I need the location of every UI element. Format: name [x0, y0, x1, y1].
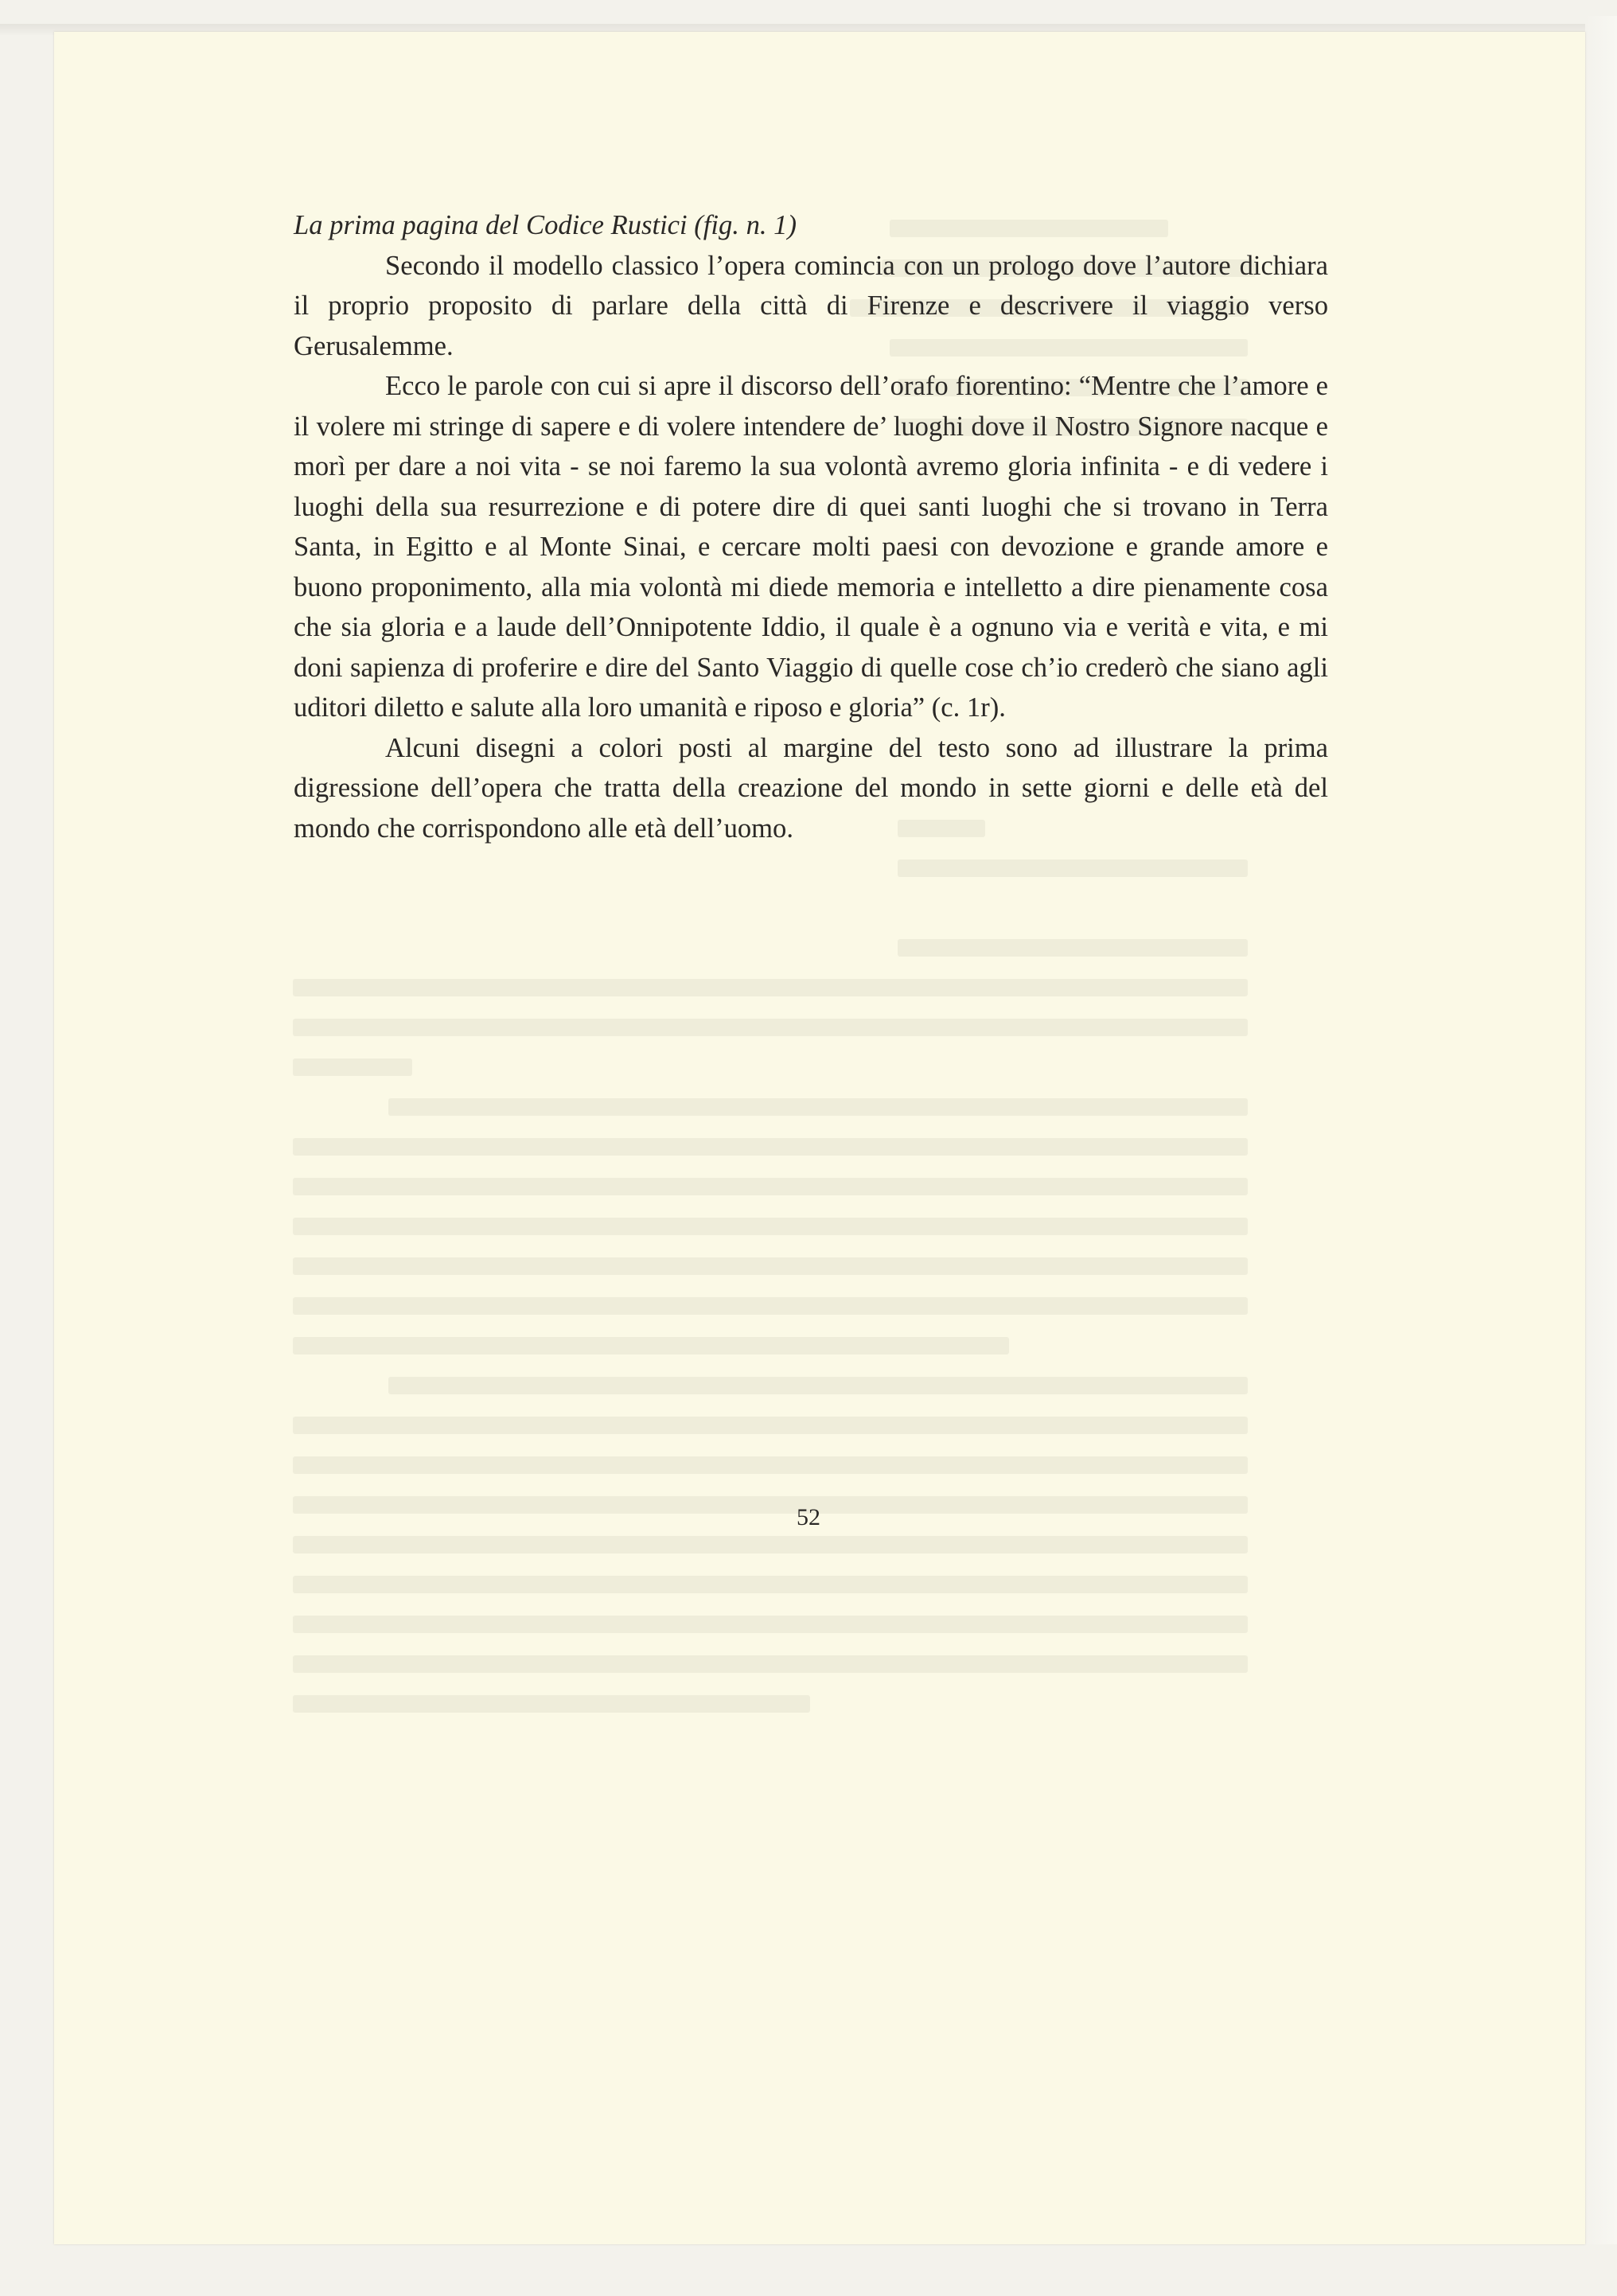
- body-paragraph: Alcuni disegni a colori posti al margine del testo sono ad illustrare la prima digressione dell’opera che tratta della creazione del mondo in sette giorni e delle età del mondo che corrispondono alle età dell’uomo.: [294, 732, 1328, 844]
- section-heading: La prima pagina del Codice Rustici (fig. n. 1): [294, 210, 797, 240]
- body-paragraph: Ecco le parole con cui si apre il discorso dell’orafo fiorentino: “Mentre che l’amore e il volere mi stringe di sapere e di volere intendere de’ luoghi dove il Nostro Signore nacque e morì per dare a noi vita - se noi faremo la sua volontà avremo gloria infinita - e di vedere i luoghi della sua resurrezione e di potere dire di quei santi luoghi che si trovano in Terra Santa, in Egitto e al Monte Sinai, e cercare molti paesi con devozione e grande amore e buono proponimento, alla mia volontà mi diede memoria e intelletto a dire pienamente cosa che sia gloria e a laude dell’Onnipotente Iddio, il quale è a ognuno via e verità e vita, e mi doni sapienza di proferire e dire del Santo Viaggio di quelle cose ch’io crederò che siano agli uditori diletto e salute alla loro umanità e riposo e gloria” (c. 1r).: [294, 371, 1328, 723]
- page-right-edge: [1585, 16, 1617, 2244]
- body-paragraph: Secondo il modello classico l’opera comincia con un prologo dove l’autore dichiara il proprio proposito di parlare della città di Firenze e descrivere il viaggio verso Gerusalemme.: [294, 250, 1328, 361]
- page-number: 52: [797, 1504, 820, 1530]
- page-body: [294, 205, 1328, 848]
